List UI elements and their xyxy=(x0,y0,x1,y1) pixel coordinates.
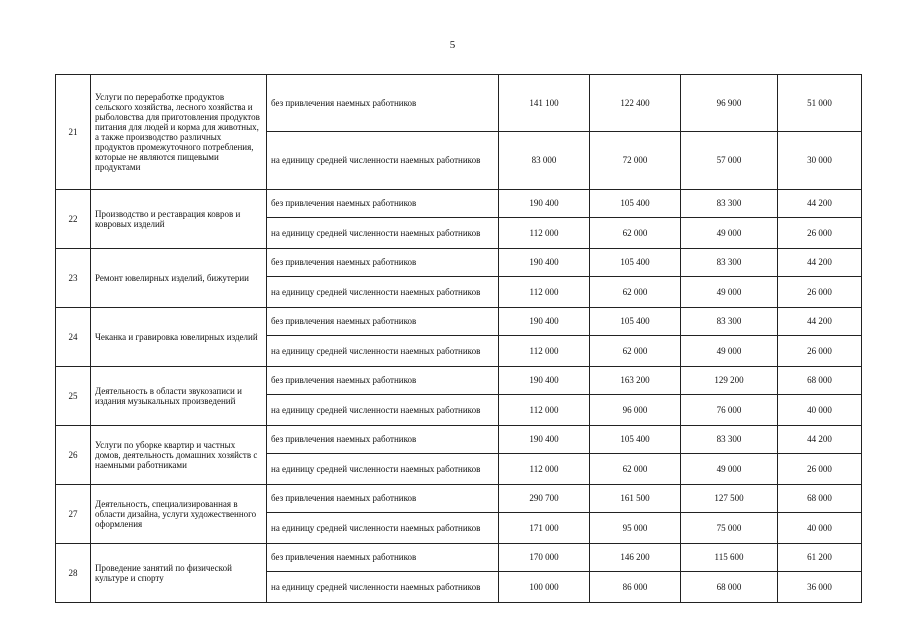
value-cell: 105 400 xyxy=(590,426,681,454)
value-cell: 105 400 xyxy=(590,308,681,336)
table-row xyxy=(56,367,862,395)
row-number: 22 xyxy=(56,190,91,249)
row-number: 26 xyxy=(56,426,91,485)
value-cell: 190 400 xyxy=(499,426,590,454)
value-cell: 127 500 xyxy=(681,485,778,513)
activity-cell: Услуги по переработке продуктов сельского хозяйства, лесного хозяйства и рыболовства для приготовления продуктов питания для людей и корма для животных, а также производство различных продуктов промежуточного потребления, которые не являются пищевыми продуктами xyxy=(91,75,267,190)
mode-cell: без привлечения наемных работников xyxy=(267,75,499,132)
mode-cell: на единицу средней численности наемных работников xyxy=(267,336,499,367)
table-row xyxy=(56,190,862,218)
row-number: 21 xyxy=(56,75,91,190)
value-cell: 40 000 xyxy=(778,395,862,426)
mode-cell: без привлечения наемных работников xyxy=(267,308,499,336)
value-cell: 86 000 xyxy=(590,572,681,603)
mode-cell: без привлечения наемных работников xyxy=(267,190,499,218)
value-cell: 49 000 xyxy=(681,277,778,308)
tax-table xyxy=(55,74,862,603)
page-number: 5 xyxy=(449,39,456,51)
value-cell: 112 000 xyxy=(499,336,590,367)
row-number: 25 xyxy=(56,367,91,426)
value-cell: 40 000 xyxy=(778,513,862,544)
value-cell: 112 000 xyxy=(499,277,590,308)
value-cell: 62 000 xyxy=(590,336,681,367)
mode-cell: без привлечения наемных работников xyxy=(267,426,499,454)
mode-cell: на единицу средней численности наемных работников xyxy=(267,454,499,485)
value-cell: 171 000 xyxy=(499,513,590,544)
value-cell: 141 100 xyxy=(499,75,590,132)
mode-cell: без привлечения наемных работников xyxy=(267,544,499,572)
value-cell: 62 000 xyxy=(590,277,681,308)
value-cell: 105 400 xyxy=(590,249,681,277)
value-cell: 44 200 xyxy=(778,190,862,218)
value-cell: 61 200 xyxy=(778,544,862,572)
value-cell: 26 000 xyxy=(778,454,862,485)
mode-cell: на единицу средней численности наемных работников xyxy=(267,395,499,426)
value-cell: 96 900 xyxy=(681,75,778,132)
value-cell: 83 300 xyxy=(681,426,778,454)
value-cell: 62 000 xyxy=(590,454,681,485)
table-row xyxy=(56,544,862,572)
value-cell: 76 000 xyxy=(681,395,778,426)
value-cell: 129 200 xyxy=(681,367,778,395)
value-cell: 190 400 xyxy=(499,367,590,395)
table-row xyxy=(56,308,862,336)
value-cell: 161 500 xyxy=(590,485,681,513)
value-cell: 51 000 xyxy=(778,75,862,132)
activity-cell: Деятельность в области звукозаписи и издания музыкальных произведений xyxy=(91,367,267,426)
value-cell: 112 000 xyxy=(499,218,590,249)
value-cell: 146 200 xyxy=(590,544,681,572)
table-row xyxy=(56,485,862,513)
value-cell: 83 300 xyxy=(681,190,778,218)
value-cell: 190 400 xyxy=(499,190,590,218)
value-cell: 44 200 xyxy=(778,308,862,336)
value-cell: 49 000 xyxy=(681,454,778,485)
value-cell: 26 000 xyxy=(778,218,862,249)
value-cell: 36 000 xyxy=(778,572,862,603)
mode-cell: на единицу средней численности наемных работников xyxy=(267,132,499,190)
value-cell: 163 200 xyxy=(590,367,681,395)
value-cell: 83 000 xyxy=(499,132,590,190)
value-cell: 115 600 xyxy=(681,544,778,572)
value-cell: 44 200 xyxy=(778,426,862,454)
value-cell: 290 700 xyxy=(499,485,590,513)
activity-cell: Услуги по уборке квартир и частных домов, деятельность домашних хозяйств с наемными работниками xyxy=(91,426,267,485)
activity-cell: Проведение занятий по физической культуре и спорту xyxy=(91,544,267,603)
value-cell: 112 000 xyxy=(499,395,590,426)
mode-cell: без привлечения наемных работников xyxy=(267,485,499,513)
mode-cell: на единицу средней численности наемных работников xyxy=(267,218,499,249)
value-cell: 112 000 xyxy=(499,454,590,485)
activity-cell: Производство и реставрация ковров и ковровых изделий xyxy=(91,190,267,249)
mode-cell: без привлечения наемных работников xyxy=(267,249,499,277)
value-cell: 26 000 xyxy=(778,277,862,308)
value-cell: 68 000 xyxy=(778,485,862,513)
value-cell: 68 000 xyxy=(778,367,862,395)
value-cell: 30 000 xyxy=(778,132,862,190)
row-number: 23 xyxy=(56,249,91,308)
mode-cell: на единицу средней численности наемных работников xyxy=(267,572,499,603)
mode-cell: без привлечения наемных работников xyxy=(267,367,499,395)
value-cell: 44 200 xyxy=(778,249,862,277)
value-cell: 83 300 xyxy=(681,308,778,336)
row-number: 27 xyxy=(56,485,91,544)
value-cell: 190 400 xyxy=(499,308,590,336)
value-cell: 26 000 xyxy=(778,336,862,367)
value-cell: 190 400 xyxy=(499,249,590,277)
table-body xyxy=(56,75,862,603)
value-cell: 96 000 xyxy=(590,395,681,426)
mode-cell: на единицу средней численности наемных работников xyxy=(267,513,499,544)
table-row xyxy=(56,249,862,277)
value-cell: 49 000 xyxy=(681,218,778,249)
row-number: 24 xyxy=(56,308,91,367)
value-cell: 49 000 xyxy=(681,336,778,367)
value-cell: 122 400 xyxy=(590,75,681,132)
activity-cell: Чеканка и гравировка ювелирных изделий xyxy=(91,308,267,367)
value-cell: 75 000 xyxy=(681,513,778,544)
value-cell: 170 000 xyxy=(499,544,590,572)
value-cell: 62 000 xyxy=(590,218,681,249)
row-number: 28 xyxy=(56,544,91,603)
value-cell: 57 000 xyxy=(681,132,778,190)
value-cell: 100 000 xyxy=(499,572,590,603)
table-row xyxy=(56,426,862,454)
activity-cell: Ремонт ювелирных изделий, бижутерии xyxy=(91,249,267,308)
activity-cell: Деятельность, специализированная в области дизайна, услуги художественного оформления xyxy=(91,485,267,544)
value-cell: 83 300 xyxy=(681,249,778,277)
mode-cell: на единицу средней численности наемных работников xyxy=(267,277,499,308)
value-cell: 105 400 xyxy=(590,190,681,218)
value-cell: 68 000 xyxy=(681,572,778,603)
table-row xyxy=(56,75,862,132)
value-cell: 72 000 xyxy=(590,132,681,190)
value-cell: 95 000 xyxy=(590,513,681,544)
